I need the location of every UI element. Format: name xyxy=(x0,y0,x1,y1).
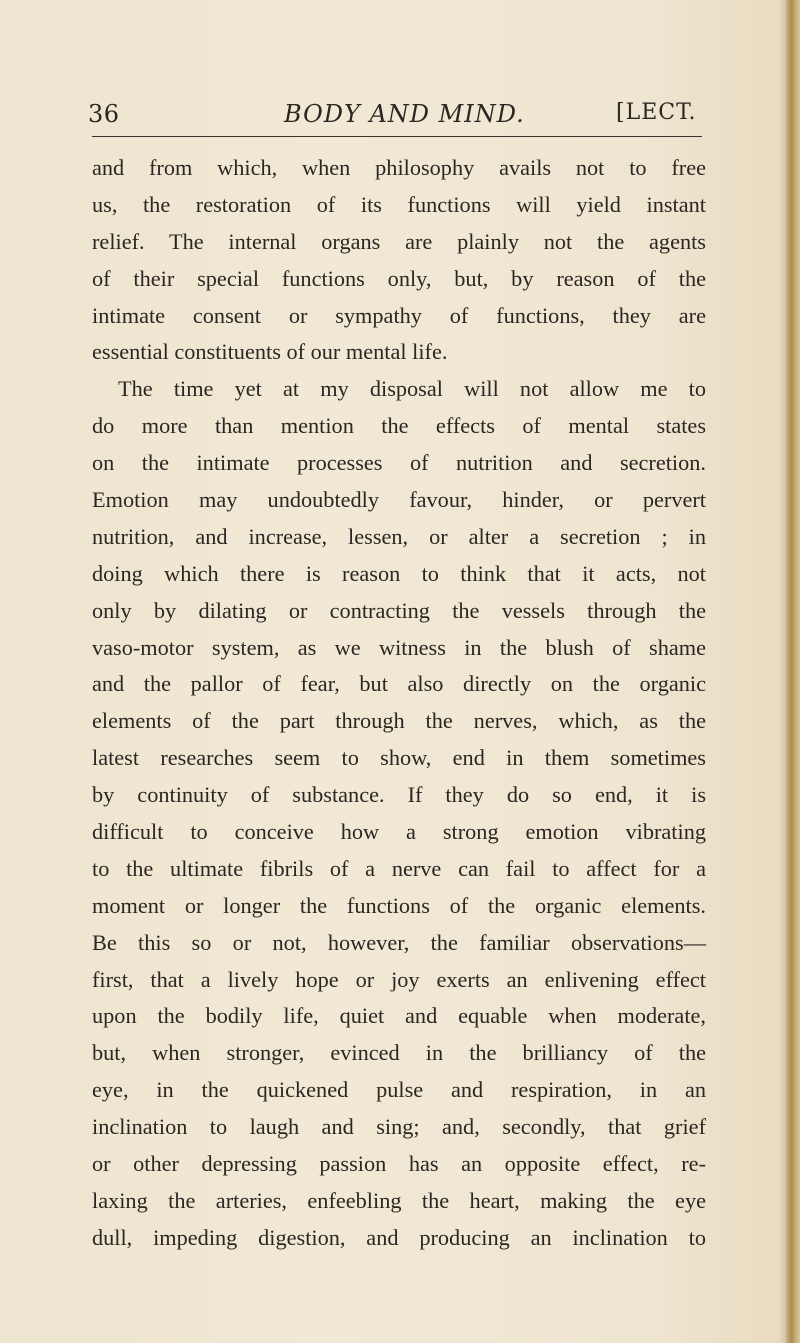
text-line: first, that a lively hope or joy exerts an enlivening effect xyxy=(92,966,706,992)
text-line: and the pallor of fear, but also directly on the organic xyxy=(92,671,706,697)
text-line: inclination to laugh and sing; and, secondly, that grief xyxy=(92,1114,706,1140)
page-number: 36 xyxy=(88,100,120,128)
text-line: Be this so or not, however, the familiar observations— xyxy=(92,929,706,955)
text-line: on the intimate processes of nutrition and secretion. xyxy=(92,450,706,476)
lecture-mark: [LECT. xyxy=(616,100,697,125)
text-line: difficult to conceive how a strong emotion vibrating xyxy=(92,819,706,845)
text-line: latest researches seem to show, end in them sometimes xyxy=(92,745,706,771)
text-line: and from which, when philosophy avails not to free xyxy=(92,155,706,180)
text-line: only by dilating or contracting the vessels through the xyxy=(92,597,706,623)
text-line: The time yet at my disposal will not allow me to xyxy=(118,376,706,402)
header-rule xyxy=(92,136,702,137)
text-line: nutrition, and increase, lessen, or alter a secretion ; in xyxy=(92,523,706,549)
running-title: BODY AND MIND. xyxy=(284,100,525,128)
text-line: laxing the arteries, enfeebling the heart, making the eye xyxy=(92,1187,706,1213)
text-line: relief. The internal organs are plainly not the agents xyxy=(92,228,706,254)
text-line: but, when stronger, evinced in the brilliancy of the xyxy=(92,1040,706,1066)
text-line: intimate consent or sympathy of functions, they are xyxy=(92,302,706,328)
page-header xyxy=(88,100,708,130)
text-line: Emotion may undoubtedly favour, hinder, or pervert xyxy=(92,487,706,513)
text-line: do more than mention the effects of mental states xyxy=(92,413,706,439)
page-edge xyxy=(786,0,800,1343)
text-line: or other depressing passion has an opposite effect, re- xyxy=(92,1151,706,1177)
text-line: by continuity of substance. If they do so end, it is xyxy=(92,782,706,808)
text-line: moment or longer the functions of the organic elements. xyxy=(92,892,706,918)
page-gutter-shadow xyxy=(778,0,786,1343)
text-line: doing which there is reason to think that it acts, not xyxy=(92,560,706,586)
text-line: of their special functions only, but, by reason of the xyxy=(92,265,706,291)
text-line: essential constituents of our mental life. xyxy=(92,339,448,365)
text-line: upon the bodily life, quiet and equable when moderate, xyxy=(92,1003,706,1029)
body-text xyxy=(92,150,706,1257)
text-line: us, the restoration of its functions will yield instant xyxy=(92,191,706,217)
text-line: dull, impeding digestion, and producing an inclination to xyxy=(92,1224,706,1250)
text-line: eye, in the quickened pulse and respiration, in an xyxy=(92,1077,706,1103)
text-line: elements of the part through the nerves, which, as the xyxy=(92,708,706,734)
text-line: vaso-motor system, as we witness in the blush of shame xyxy=(92,634,706,660)
text-line: to the ultimate fibrils of a nerve can fail to affect for a xyxy=(92,855,706,881)
